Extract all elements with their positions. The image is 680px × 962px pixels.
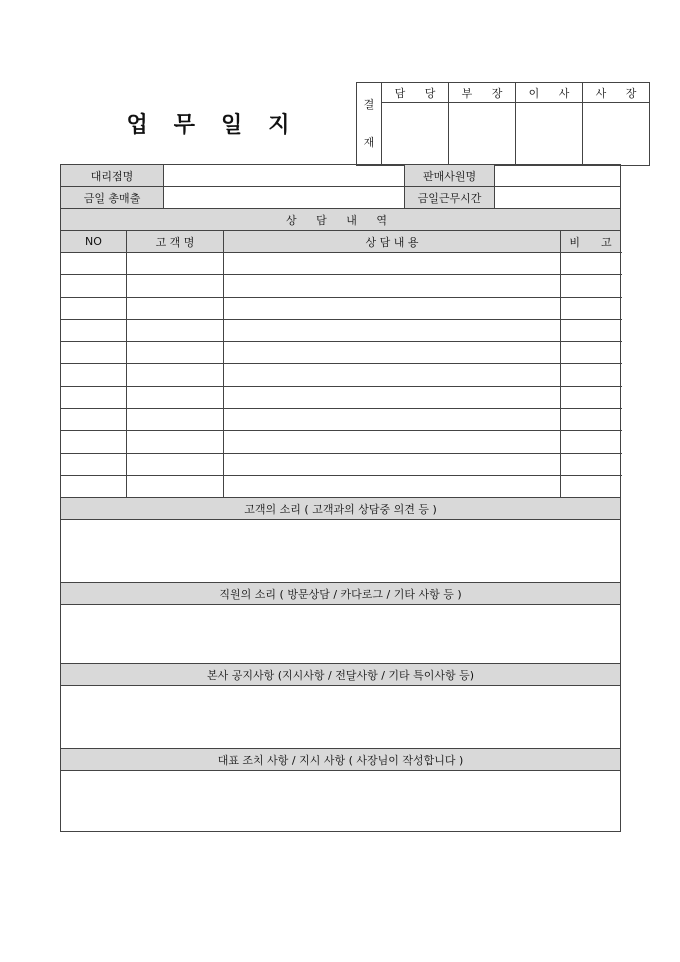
consult-customer-cell[interactable] (127, 275, 224, 297)
col-header-note: 비 고 (561, 231, 621, 253)
sales-person-field[interactable] (495, 165, 621, 187)
work-hours-label: 금일근무시간 (405, 187, 495, 209)
ceo-action-area[interactable] (61, 771, 621, 832)
work-hours-field[interactable] (495, 187, 621, 209)
approval-label-top: 결 (363, 98, 375, 111)
consult-customer-cell[interactable] (127, 431, 224, 453)
consult-note-cell[interactable] (561, 364, 621, 386)
consult-content-cell[interactable] (224, 386, 561, 408)
consult-no-cell[interactable] (61, 319, 127, 341)
consult-customer-cell[interactable] (127, 409, 224, 431)
consult-customer-cell[interactable] (127, 386, 224, 408)
table-row (61, 275, 621, 297)
table-row (61, 431, 621, 453)
consult-note-cell[interactable] (561, 253, 621, 275)
ceo-action-header: 대표 조치 사항 / 지시 사항 ( 사장님이 작성합니다 ) (61, 749, 621, 771)
consult-note-cell[interactable] (561, 319, 621, 341)
consult-customer-cell[interactable] (127, 297, 224, 319)
customer-voice-area[interactable] (61, 520, 621, 583)
daily-sales-field[interactable] (164, 187, 405, 209)
table-row (61, 319, 621, 341)
signature-box-manager[interactable] (382, 103, 449, 166)
hq-notice-header: 본사 공지사항 (지시사항 / 전달사항 / 기타 특이사항 등) (61, 664, 621, 686)
consult-customer-cell[interactable] (127, 253, 224, 275)
consult-content-cell[interactable] (224, 409, 561, 431)
approval-label-bottom: 재 (363, 136, 375, 149)
consult-customer-cell[interactable] (127, 475, 224, 497)
table-row (61, 253, 621, 275)
staff-voice-header: 직원의 소리 ( 방문상담 / 카다로그 / 기타 사항 등 ) (61, 583, 621, 605)
col-header-no: NO (61, 231, 127, 253)
consult-no-cell[interactable] (61, 386, 127, 408)
table-row (61, 364, 621, 386)
consult-no-cell[interactable] (61, 364, 127, 386)
consult-no-cell[interactable] (61, 297, 127, 319)
table-row (61, 475, 621, 497)
approval-header-director: 부 장 (449, 83, 516, 103)
consult-note-cell[interactable] (561, 431, 621, 453)
table-row (61, 297, 621, 319)
consult-section-title: 상 담 내 역 (61, 209, 621, 231)
consult-content-cell[interactable] (224, 253, 561, 275)
consult-content-cell[interactable] (224, 475, 561, 497)
consult-no-cell[interactable] (61, 475, 127, 497)
consult-note-cell[interactable] (561, 342, 621, 364)
consult-note-cell[interactable] (561, 475, 621, 497)
consult-content-cell[interactable] (224, 297, 561, 319)
consult-customer-cell[interactable] (127, 342, 224, 364)
consult-note-cell[interactable] (561, 275, 621, 297)
signature-box-ceo[interactable] (583, 103, 650, 166)
approval-header-manager: 담 당 (382, 83, 449, 103)
hq-notice-area[interactable] (61, 686, 621, 749)
customer-voice-header: 고객의 소리 ( 고객과의 상담중 의견 등 ) (61, 498, 621, 520)
consult-no-cell[interactable] (61, 409, 127, 431)
consult-no-cell[interactable] (61, 431, 127, 453)
table-row (61, 386, 621, 408)
consult-note-cell[interactable] (561, 297, 621, 319)
store-name-field[interactable] (164, 165, 405, 187)
approval-header-ceo: 사 장 (583, 83, 650, 103)
signature-box-director[interactable] (449, 103, 516, 166)
consult-content-cell[interactable] (224, 453, 561, 475)
consult-note-cell[interactable] (561, 386, 621, 408)
approval-side-label (357, 83, 382, 166)
consult-customer-cell[interactable] (127, 319, 224, 341)
consult-content-cell[interactable] (224, 342, 561, 364)
consult-no-cell[interactable] (61, 342, 127, 364)
consult-customer-cell[interactable] (127, 364, 224, 386)
title-area (60, 82, 356, 165)
consult-content-cell[interactable] (224, 364, 561, 386)
col-header-customer: 고 객 명 (127, 231, 224, 253)
table-row (61, 409, 621, 431)
table-row (61, 342, 621, 364)
work-log-form (60, 164, 621, 832)
consult-content-cell[interactable] (224, 431, 561, 453)
daily-sales-label: 금일 총매출 (61, 187, 164, 209)
sales-person-label: 판매사원명 (405, 165, 495, 187)
consult-no-cell[interactable] (61, 275, 127, 297)
store-name-label: 대리점명 (61, 165, 164, 187)
signature-box-executive[interactable] (516, 103, 583, 166)
consult-no-cell[interactable] (61, 453, 127, 475)
consult-note-cell[interactable] (561, 453, 621, 475)
consult-rows (61, 253, 621, 498)
page-title: 업무일지 (126, 112, 316, 138)
consult-note-cell[interactable] (561, 409, 621, 431)
col-header-content: 상 담 내 용 (224, 231, 561, 253)
consult-content-cell[interactable] (224, 319, 561, 341)
table-row (61, 453, 621, 475)
approval-header-executive: 이 사 (516, 83, 583, 103)
consult-content-cell[interactable] (224, 275, 561, 297)
consult-no-cell[interactable] (61, 253, 127, 275)
approval-table (356, 82, 650, 166)
consult-customer-cell[interactable] (127, 453, 224, 475)
staff-voice-area[interactable] (61, 605, 621, 664)
